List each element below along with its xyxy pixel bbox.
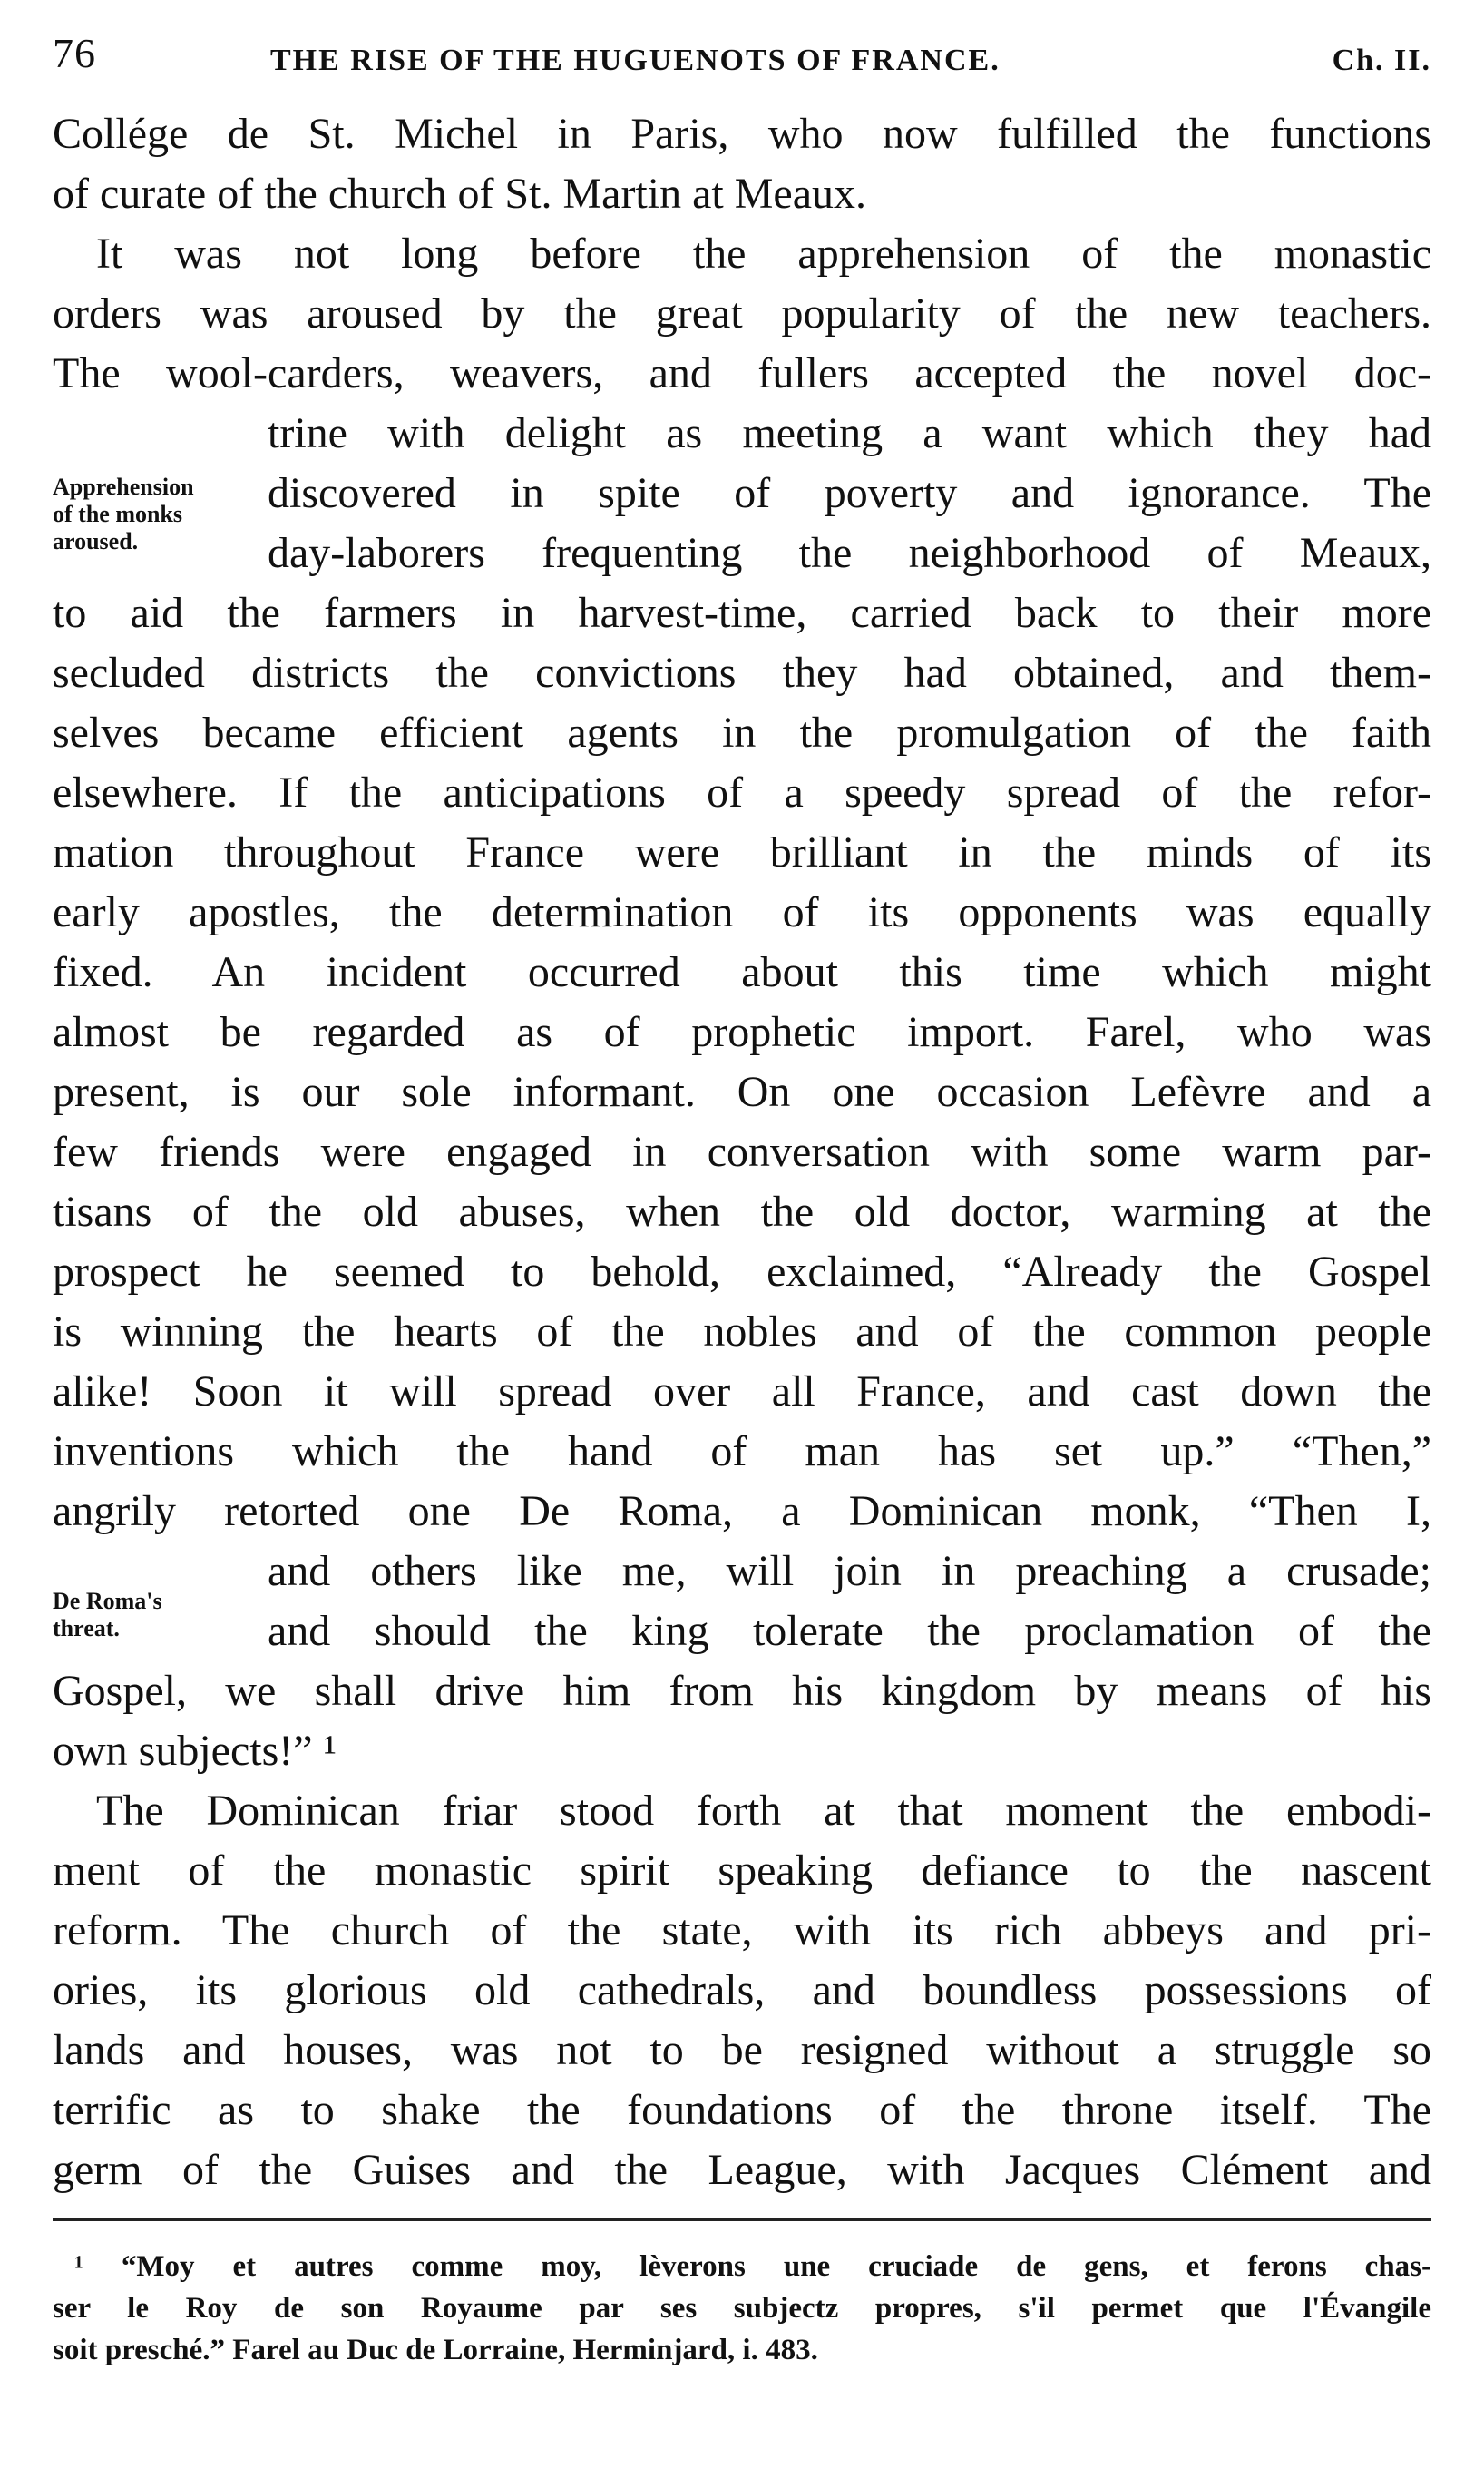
running-title: THE RISE OF THE HUGUENOTS OF FRANCE. [270,44,1001,77]
body-line: Collége de St. Michel in Paris, who now fulfilled the functions [53,110,1431,158]
body-block-c [53,583,1431,1542]
body-line: The wool-carders, weavers, and fullers accepted the novel doc- [53,349,1431,397]
body-line: selves became efficient agents in the promulgation of the faith [53,709,1431,757]
body-line: secluded districts the convictions they had obtained, and them- [53,649,1431,697]
body-line: and others like me, will join in preaching a crusade; [268,1547,1431,1595]
chapter-label: Ch. II. [1332,44,1431,77]
paragraph-first-line: It was not long before the apprehension of the monastic [96,230,1431,278]
sidenote-line: of the monks [53,501,183,527]
body-line: early apostles, the determination of its opponents was equally [53,888,1431,936]
footnote-divider [53,2218,1431,2221]
sidenote-line: De Roma's [53,1588,162,1614]
body-line: terrific as to shake the foundations of the throne itself. The [53,2086,1431,2134]
body-line: prospect he seemed to behold, exclaimed, “Already the Gospel [53,1248,1431,1296]
body-block-e [53,1661,1431,2200]
body-line: elsewhere. If the anticipations of a speedy spread of the refor- [53,769,1431,817]
body-line: ories, its glorious old cathedrals, and boundless possessions of [53,1966,1431,2014]
sidenote-line: threat. [53,1615,120,1641]
sidenote-line: Apprehension [53,474,194,500]
body-block-a [53,104,1431,404]
footnote-line: ser le Roy de son Royaume par ses subjectz propres, s'il permet que l'Évangile [53,2292,1431,2325]
body-line: fixed. An incident occurred about this time which might [53,948,1431,996]
body-line: of curate of the church of St. Martin at Meaux. [53,170,867,218]
body-line: Gospel, we shall drive him from his kingdom by means of his [53,1667,1431,1715]
footnote [53,2246,1431,2371]
body-line: lands and houses, was not to be resigned without a struggle so [53,2026,1431,2074]
footnote-line: ¹ “Moy et autres comme moy, lèverons une cruciade de gens, et ferons chas- [74,2250,1431,2283]
body-line: inventions which the hand of man has set up.” “Then,” [53,1427,1431,1475]
running-header [53,29,1431,83]
page-number: 76 [53,30,96,76]
paragraph-first-line: The Dominican friar stood forth at that moment the embodi- [96,1787,1431,1835]
body-line: alike! Soon it will spread over all France, and cast down the [53,1367,1431,1415]
body-line: day-laborers frequenting the neighborhood of Meaux, [268,529,1431,577]
body-line: almost be regarded as of prophetic import. Farel, who was [53,1008,1431,1056]
body-line: present, is our sole informant. On one occasion Lefèvre and a [53,1068,1431,1116]
body-line: tisans of the old abuses, when the old doctor, warming at the [53,1188,1431,1236]
body-line: mation throughout France were brilliant in the minds of its [53,828,1431,877]
body-line: is winning the hearts of the nobles and of the common people [53,1308,1431,1356]
body-line: discovered in spite of poverty and ignorance. The [268,469,1431,517]
body-line: to aid the farmers in harvest-time, carried back to their more [53,589,1431,637]
body-line: orders was aroused by the great popularity of the new teachers. [53,289,1431,338]
body-line: reform. The church of the state, with its rich abbeys and pri- [53,1906,1431,1954]
footnote-line: soit presché.” Farel au Duc de Lorraine, Herminjard, i. 483. [53,2334,818,2366]
body-line: trine with delight as meeting a want which they had [268,409,1431,457]
body-line: few friends were engaged in conversation with some warm par- [53,1128,1431,1176]
body-line: ment of the monastic spirit speaking defiance to the nascent [53,1846,1431,1895]
body-line: germ of the Guises and the League, with Jacques Clément and [53,2146,1431,2194]
body-block-b [53,404,1431,583]
body-block-d [53,1542,1431,1661]
body-line: own subjects!” ¹ [53,1727,337,1775]
body-line: angrily retorted one De Roma, a Dominican monk, “Then I, [53,1487,1431,1535]
body-line: and should the king tolerate the proclamation of the [268,1607,1431,1655]
sidenote-line: aroused. [53,528,139,554]
